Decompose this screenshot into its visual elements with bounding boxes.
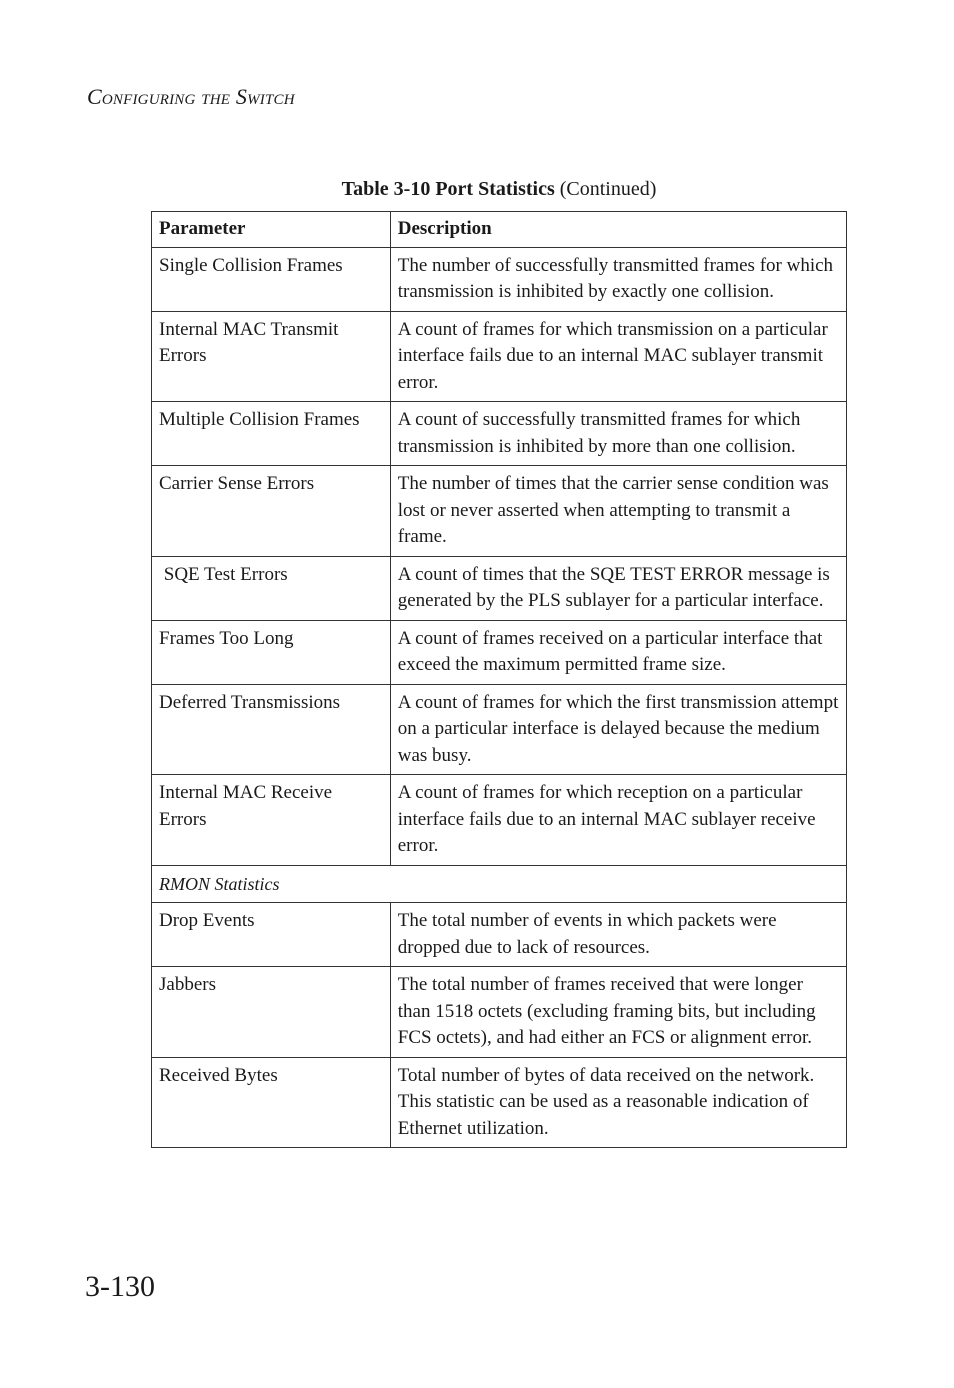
parameter-cell: Jabbers: [152, 967, 391, 1058]
parameter-cell: Carrier Sense Errors: [152, 466, 391, 557]
section-label-rmon: RMON Statistics: [152, 865, 847, 903]
description-cell: The total number of frames received that were longer than 1518 octets (excluding framing bits, but including FCS octets), and had either an FCS or alignment error.: [390, 967, 846, 1058]
table-row: [152, 620, 847, 684]
table-row: [152, 684, 847, 775]
description-cell: Total number of bytes of data received on the network. This statistic can be used as a reasonable indication of Ethernet utilization.: [390, 1057, 846, 1148]
table-caption: [151, 178, 847, 201]
table-row: [152, 247, 847, 311]
table-caption-label: Table 3-10 Port Statistics: [341, 178, 555, 200]
parameter-cell: SQE Test Errors: [152, 556, 391, 620]
parameter-cell: Single Collision Frames: [152, 247, 391, 311]
parameter-cell: Deferred Transmissions: [152, 684, 391, 775]
parameter-cell: Received Bytes: [152, 1057, 391, 1148]
table-row: [152, 775, 847, 866]
table-row: [152, 1057, 847, 1148]
description-cell: A count of frames for which transmission on a particular interface fails due to an internal MAC sublayer transmit error.: [390, 311, 846, 402]
table-row: [152, 402, 847, 466]
parameter-cell: Multiple Collision Frames: [152, 402, 391, 466]
table-caption-suffix: (Continued): [554, 178, 657, 200]
description-cell: The number of times that the carrier sense condition was lost or never asserted when attempting to transmit a frame.: [390, 466, 846, 557]
parameter-cell: Frames Too Long: [152, 620, 391, 684]
description-cell: A count of frames received on a particular interface that exceed the maximum permitted frame size.: [390, 620, 846, 684]
parameter-cell: Internal MAC Transmit Errors: [152, 311, 391, 402]
table-row: [152, 466, 847, 557]
description-cell: A count of times that the SQE TEST ERROR message is generated by the PLS sublayer for a particular interface.: [390, 556, 846, 620]
page-number: 3-130: [85, 1270, 155, 1303]
table-row: [152, 967, 847, 1058]
table-row: [152, 903, 847, 967]
running-header: Configuring the Switch: [87, 84, 295, 109]
description-cell: A count of successfully transmitted frames for which transmission is inhibited by more than one collision.: [390, 402, 846, 466]
port-statistics-table: [151, 211, 847, 1148]
table-row: [152, 556, 847, 620]
column-header-description: Description: [390, 212, 846, 248]
description-cell: The number of successfully transmitted frames for which transmission is inhibited by exactly one collision.: [390, 247, 846, 311]
column-header-parameter: Parameter: [152, 212, 391, 248]
description-cell: A count of frames for which reception on a particular interface fails due to an internal MAC sublayer receive error.: [390, 775, 846, 866]
parameter-cell: Drop Events: [152, 903, 391, 967]
section-row: [152, 865, 847, 903]
table-header-row: [152, 212, 847, 248]
description-cell: A count of frames for which the first transmission attempt on a particular interface is delayed because the medium was busy.: [390, 684, 846, 775]
table-row: [152, 311, 847, 402]
parameter-cell: Internal MAC Receive Errors: [152, 775, 391, 866]
description-cell: The total number of events in which packets were dropped due to lack of resources.: [390, 903, 846, 967]
